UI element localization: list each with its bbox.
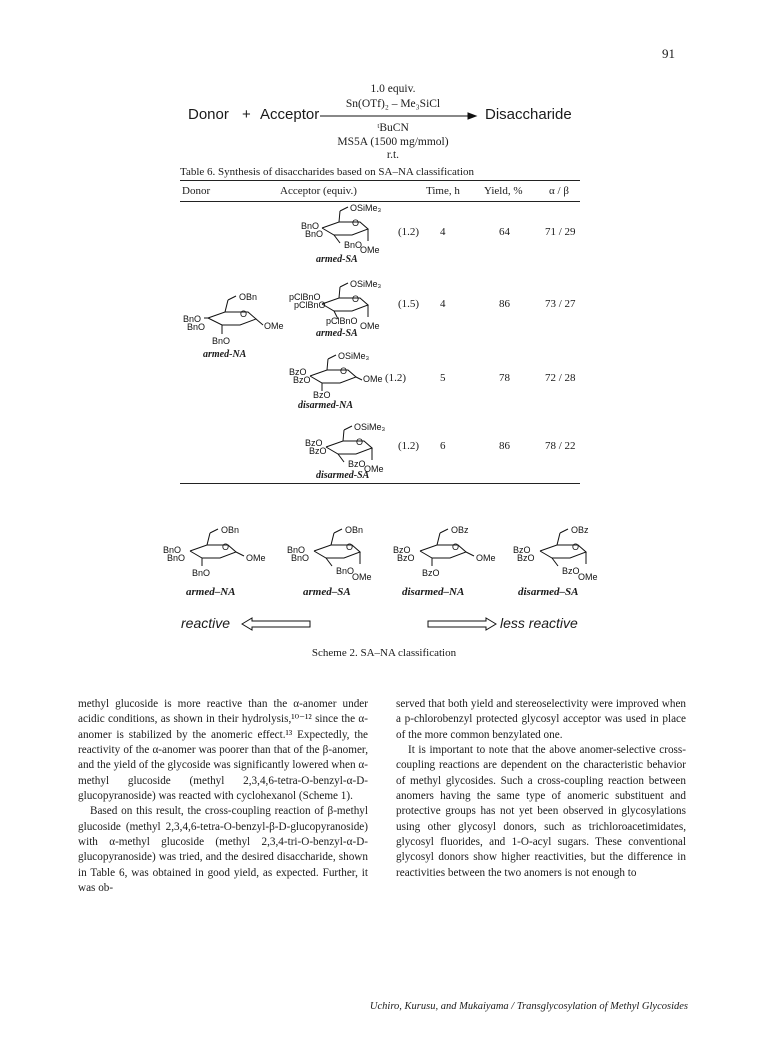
col-header-time: Time, h xyxy=(426,185,460,197)
svg-text:BzO: BzO xyxy=(309,446,327,456)
svg-text:BzO: BzO xyxy=(289,367,307,377)
svg-text:OBz: OBz xyxy=(571,526,589,535)
body-left-paragraph-1: methyl glucoside is more reactive than the α-anomer under acidic conditions, as shown in their hydrolysis,¹⁰⁻¹² since the α-anomer is stabilized by the anomeric effect.¹³ Expectedly, the reactivity of the α-anomer was poorer than that of the β-anomer, and the yield of the glycoside was significantly lowered when α-methyl glucoside (methyl 2,3,4,6-tetra-O-benzyl-α-D-glucopyranoside) was reacted with cyclohexanol (Scheme 1). xyxy=(78,698,368,803)
scheme2-label-armed-na: armed–NA xyxy=(186,586,236,598)
donor-label: Donor xyxy=(188,106,229,123)
svg-text:BzO: BzO xyxy=(313,390,331,399)
svg-text:OBn: OBn xyxy=(345,526,364,535)
svg-text:OMe: OMe xyxy=(360,321,380,330)
reaction-arrow xyxy=(318,111,478,121)
body-left-paragraph-2: Based on this result, the cross-coupling reaction of β-methyl glucoside (methyl 2,3,4,6-tetra-O-benzyl-β-D-glucopyranoside) with α-methyl glucoside (methyl 2,3,4-tri-O-benzyl-α-D-glucopyranoside) was tried, and the desired disaccharide, shown in Table 6, was obtained in good yield, as expected. Further, it was ob- xyxy=(78,805,368,895)
svg-text:BnO: BnO xyxy=(336,566,355,576)
row3-ratio: 72 / 28 xyxy=(545,372,576,384)
acceptor-structure-2 xyxy=(288,278,388,330)
row2-time: 4 xyxy=(440,298,446,310)
svg-text:BzO: BzO xyxy=(397,553,415,563)
acceptor-structure-4 xyxy=(304,422,394,472)
scheme2-disarmed-sa-structure xyxy=(510,526,610,584)
svg-text:BnO: BnO xyxy=(187,322,206,332)
row4-equiv: (1.2) xyxy=(398,440,420,452)
svg-text:O: O xyxy=(452,542,460,552)
svg-text:BnO: BnO xyxy=(212,336,231,346)
condition-solvent: ᵗBuCN xyxy=(377,122,409,134)
condition-temp: r.t. xyxy=(386,149,400,161)
svg-text:pClBnO: pClBnO xyxy=(289,292,321,302)
page-number: 91 xyxy=(662,46,675,61)
svg-text:O: O xyxy=(340,366,348,376)
plus-sign: + xyxy=(242,106,251,123)
svg-text:OMe: OMe xyxy=(352,572,372,582)
col-header-donor: Donor xyxy=(182,185,211,197)
body-right-paragraph-2: It is important to note that the above anomer-selective cross-coupling reactions are dependent on the characteristic behavior of methyl glycosides. Such a cross-coupling reaction between anomers having the same type of anomeric substituent and protective groups has not yet been observed in glycosylations using other glycosyl donors, such as trichloroacetimidates, glycosyl fluorides, and 1-O-acyl sugars. These conventional glycosyl donors show higher reactivities, but the difference in reactivities between the two anomers is not enough to xyxy=(396,744,686,879)
row2-ratio: 73 / 27 xyxy=(545,298,576,310)
svg-text:BzO: BzO xyxy=(348,459,366,469)
acceptor-label: Acceptor xyxy=(260,106,320,123)
svg-text:OMe: OMe xyxy=(476,553,496,563)
col-header-yield: Yield, % xyxy=(484,185,523,197)
svg-text:OMe: OMe xyxy=(364,464,384,472)
acceptor-structure-1 xyxy=(300,203,390,253)
row4-yield: 86 xyxy=(499,440,510,452)
condition-reagent: Sn(OTf)₂ – Me₃SiCl xyxy=(345,98,441,110)
col-header-acceptor: Acceptor (equiv.) xyxy=(280,185,357,197)
col-header-ratio: α / β xyxy=(549,185,569,197)
svg-text:OMe: OMe xyxy=(578,572,598,582)
svg-text:OMe: OMe xyxy=(363,374,383,384)
scheme2-label-disarmed-sa: disarmed–SA xyxy=(518,586,579,598)
reactive-label: reactive xyxy=(181,615,231,631)
donor-structure xyxy=(178,288,288,348)
svg-text:O: O xyxy=(222,542,230,552)
svg-text:O: O xyxy=(356,437,364,447)
row4-ratio: 78 / 22 xyxy=(545,440,576,452)
row3-time: 5 xyxy=(440,372,446,384)
svg-text:BzO: BzO xyxy=(293,375,311,385)
svg-text:BnO: BnO xyxy=(183,314,202,324)
body-right-paragraph-1: served that both yield and stereoselectivity were improved when a p-chlorobenzyl protected glycosyl acceptor was used in place of the more common benzylated one. xyxy=(396,698,686,741)
svg-text:OMe: OMe xyxy=(264,321,284,331)
svg-text:OBn: OBn xyxy=(221,526,240,535)
scheme2-armed-na-structure xyxy=(160,526,270,584)
svg-text:OSiMe₃: OSiMe₃ xyxy=(350,279,382,289)
running-footer: Uchiro, Kurusu, and Mukaiyama / Transglycosylation of Methyl Glycosides xyxy=(369,1001,688,1012)
row4-label: disarmed-SA xyxy=(316,470,370,481)
svg-text:BnO: BnO xyxy=(163,545,182,555)
row3-equiv: (1.2) xyxy=(385,372,407,384)
scheme2-label-disarmed-na: disarmed–NA xyxy=(402,586,465,598)
table-rule-bottom xyxy=(180,483,580,484)
svg-text:BzO: BzO xyxy=(305,438,323,448)
svg-text:BnO: BnO xyxy=(301,221,320,231)
svg-text:BnO: BnO xyxy=(167,553,186,563)
table-rule-header xyxy=(180,201,580,202)
less-reactive-label: less reactive xyxy=(500,615,578,631)
row3-yield: 78 xyxy=(499,372,510,384)
product-label: Disaccharide xyxy=(485,106,572,123)
svg-text:BnO: BnO xyxy=(291,553,310,563)
svg-text:O: O xyxy=(572,542,580,552)
body-column-right xyxy=(396,697,686,881)
svg-text:BnO: BnO xyxy=(287,545,306,555)
reactive-arrow xyxy=(240,617,312,631)
row1-label: armed-SA xyxy=(316,254,358,265)
svg-text:OBz: OBz xyxy=(451,526,469,535)
svg-text:BnO: BnO xyxy=(344,240,363,250)
scheme2-disarmed-na-structure xyxy=(390,526,505,584)
row1-yield: 64 xyxy=(499,226,510,238)
svg-text:BzO: BzO xyxy=(513,545,531,555)
svg-text:OMe: OMe xyxy=(246,553,266,563)
table-caption: Table 6. Synthesis of disaccharides based on SA–NA classification xyxy=(180,166,475,178)
svg-text:BzO: BzO xyxy=(517,553,535,563)
body-column-left xyxy=(78,697,368,896)
row4-time: 6 xyxy=(440,440,446,452)
svg-text:O: O xyxy=(346,542,354,552)
condition-ms: MS5A (1500 mg/mmol) xyxy=(337,136,449,148)
condition-equiv: 1.0 equiv. xyxy=(370,83,416,95)
row2-equiv: (1.5) xyxy=(398,298,420,310)
svg-text:OSiMe₃: OSiMe₃ xyxy=(354,422,386,432)
row2-label: armed-SA xyxy=(316,328,358,339)
scheme2-armed-sa-structure xyxy=(284,526,384,584)
svg-text:O: O xyxy=(240,309,248,319)
svg-text:pClBnO: pClBnO xyxy=(294,300,326,310)
svg-text:OMe: OMe xyxy=(360,245,380,253)
row3-label: disarmed-NA xyxy=(298,400,353,411)
svg-text:BnO: BnO xyxy=(305,229,324,239)
svg-text:BzO: BzO xyxy=(562,566,580,576)
scheme2-caption: Scheme 2. SA–NA classification xyxy=(311,647,457,659)
svg-text:BzO: BzO xyxy=(422,568,440,578)
svg-text:OSiMe₃: OSiMe₃ xyxy=(350,203,382,213)
svg-text:OBn: OBn xyxy=(239,292,258,302)
svg-text:pClBnO: pClBnO xyxy=(326,316,358,326)
svg-text:BnO: BnO xyxy=(192,568,211,578)
row2-yield: 86 xyxy=(499,298,510,310)
svg-text:O: O xyxy=(352,294,360,304)
table-rule-top xyxy=(180,180,580,181)
acceptor-structure-3 xyxy=(288,351,398,399)
row1-equiv: (1.2) xyxy=(398,226,420,238)
donor-class-label: armed-NA xyxy=(203,349,247,360)
svg-text:BzO: BzO xyxy=(393,545,411,555)
less-reactive-arrow xyxy=(426,617,498,631)
scheme2-label-armed-sa: armed–SA xyxy=(303,586,351,598)
row1-ratio: 71 / 29 xyxy=(545,226,576,238)
row1-time: 4 xyxy=(440,226,446,238)
svg-text:O: O xyxy=(352,218,360,228)
svg-text:OSiMe₃: OSiMe₃ xyxy=(338,351,370,361)
